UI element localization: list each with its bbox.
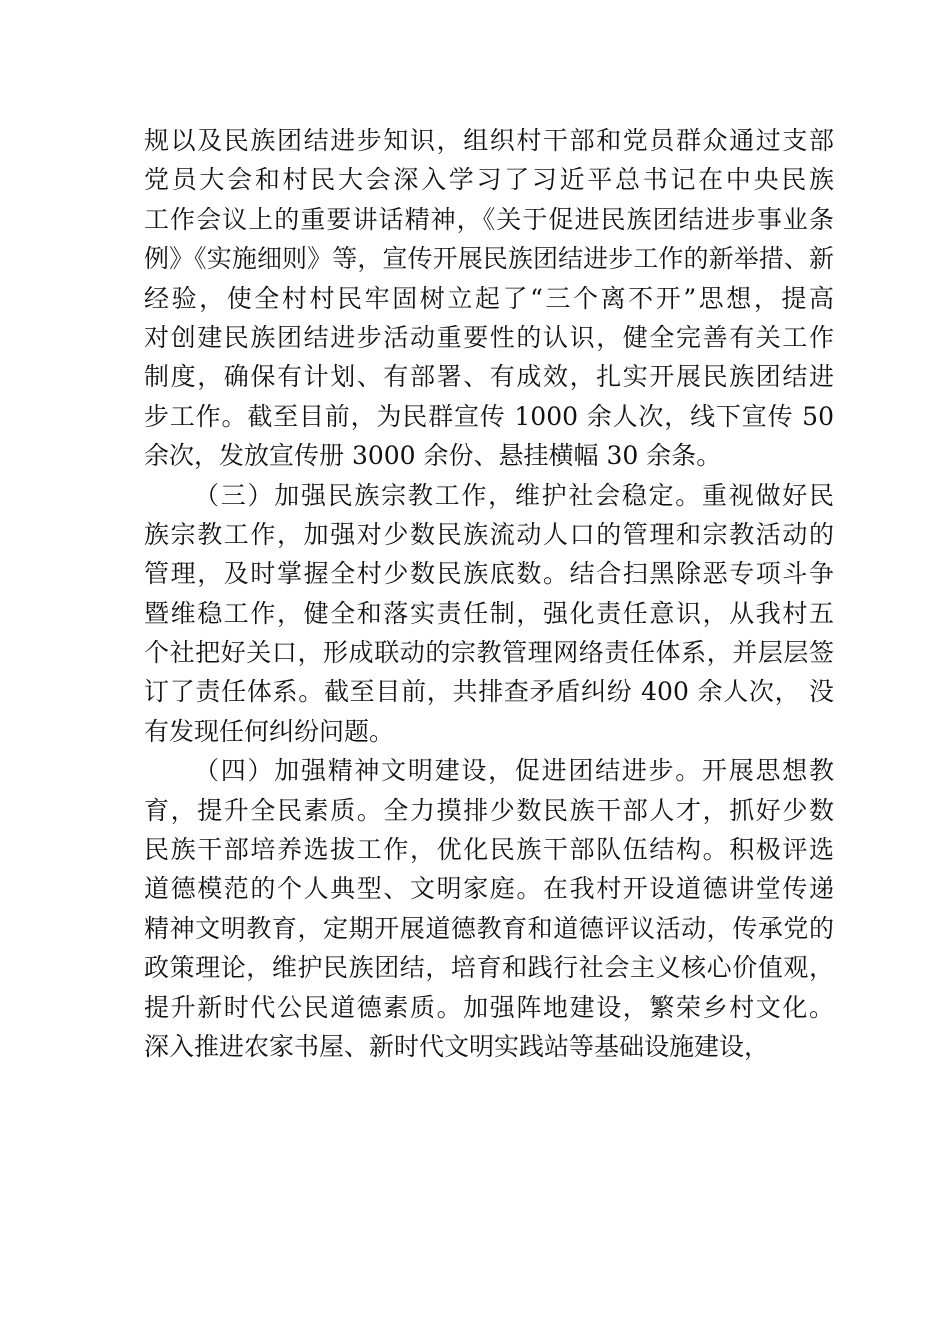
text-line: 暨维稳工作，健全和落实责任制，强化责任意识，从我村五 [144,598,834,628]
text-line: 规以及民族团结进步知识，组织村干部和党员群众通过支部 [144,126,834,155]
text-line: 政策理论，维护民族团结，培育和践行社会主义核心价值观， [144,953,834,983]
paragraph-1 [144,121,834,476]
text-line: 育，提升全民素质。全力摸排少数民族干部人才，抓好少数 [144,795,834,825]
text-line: 余次，发放宣传册 3000 余份、悬挂横幅 30 余条。 [144,441,722,471]
text-line: 工作会议上的重要讲话精神，《关于促进民族团结进步事业条 [144,204,834,234]
paragraph-3 [144,751,834,1066]
text-line: 对创建民族团结进步活动重要性的认识，健全完善有关工作 [144,322,834,352]
body-text [144,121,834,1066]
text-line: 订了责任体系。截至目前，共排查矛盾纠纷 400 余人次， 没 [144,677,834,707]
text-line: 个社把好关口，形成联动的宗教管理网络责任体系，并层层签 [144,638,834,668]
text-line: 精神文明教育，定期开展道德教育和道德评议活动，传承党的 [144,913,834,943]
text-line: 例》《实施细则》等，宣传开展民族团结进步工作的新举措、新 [144,244,834,274]
text-line: 步工作。截至目前，为民群宣传 1000 余人次，线下宣传 50 [144,401,834,431]
text-line: 党员大会和村民大会深入学习了习近平总书记在中央民族 [144,165,834,195]
text-line: 管理，及时掌握全村少数民族底数。结合扫黑除恶专项斗争 [144,559,834,589]
text-line: 道德模范的个人典型、文明家庭。在我村开设道德讲堂传递 [144,874,834,904]
text-line: 族宗教工作，加强对少数民族流动人口的管理和宗教活动的 [144,519,834,549]
text-line: （三）加强民族宗教工作，维护社会稳定。重视做好民 [194,480,834,510]
text-line: 提升新时代公民道德素质。加强阵地建设，繁荣乡村文化。 [144,992,834,1022]
text-line: 深入推进农家书屋、新时代文明实践站等基础设施建设， [144,1031,770,1061]
text-line: （四）加强精神文明建设，促进团结进步。开展思想教 [194,756,834,786]
text-line: 制度，确保有计划、有部署、有成效，扎实开展民族团结进 [144,362,834,392]
text-line: 民族干部培养选拔工作，优化民族干部队伍结构。积极评选 [144,835,834,865]
paragraph-2 [144,476,834,752]
text-line: 经验，使全村村民牢固树立起了“三个离不开”思想，提高 [144,283,834,313]
text-line: 有发现任何纠纷问题。 [144,716,395,746]
